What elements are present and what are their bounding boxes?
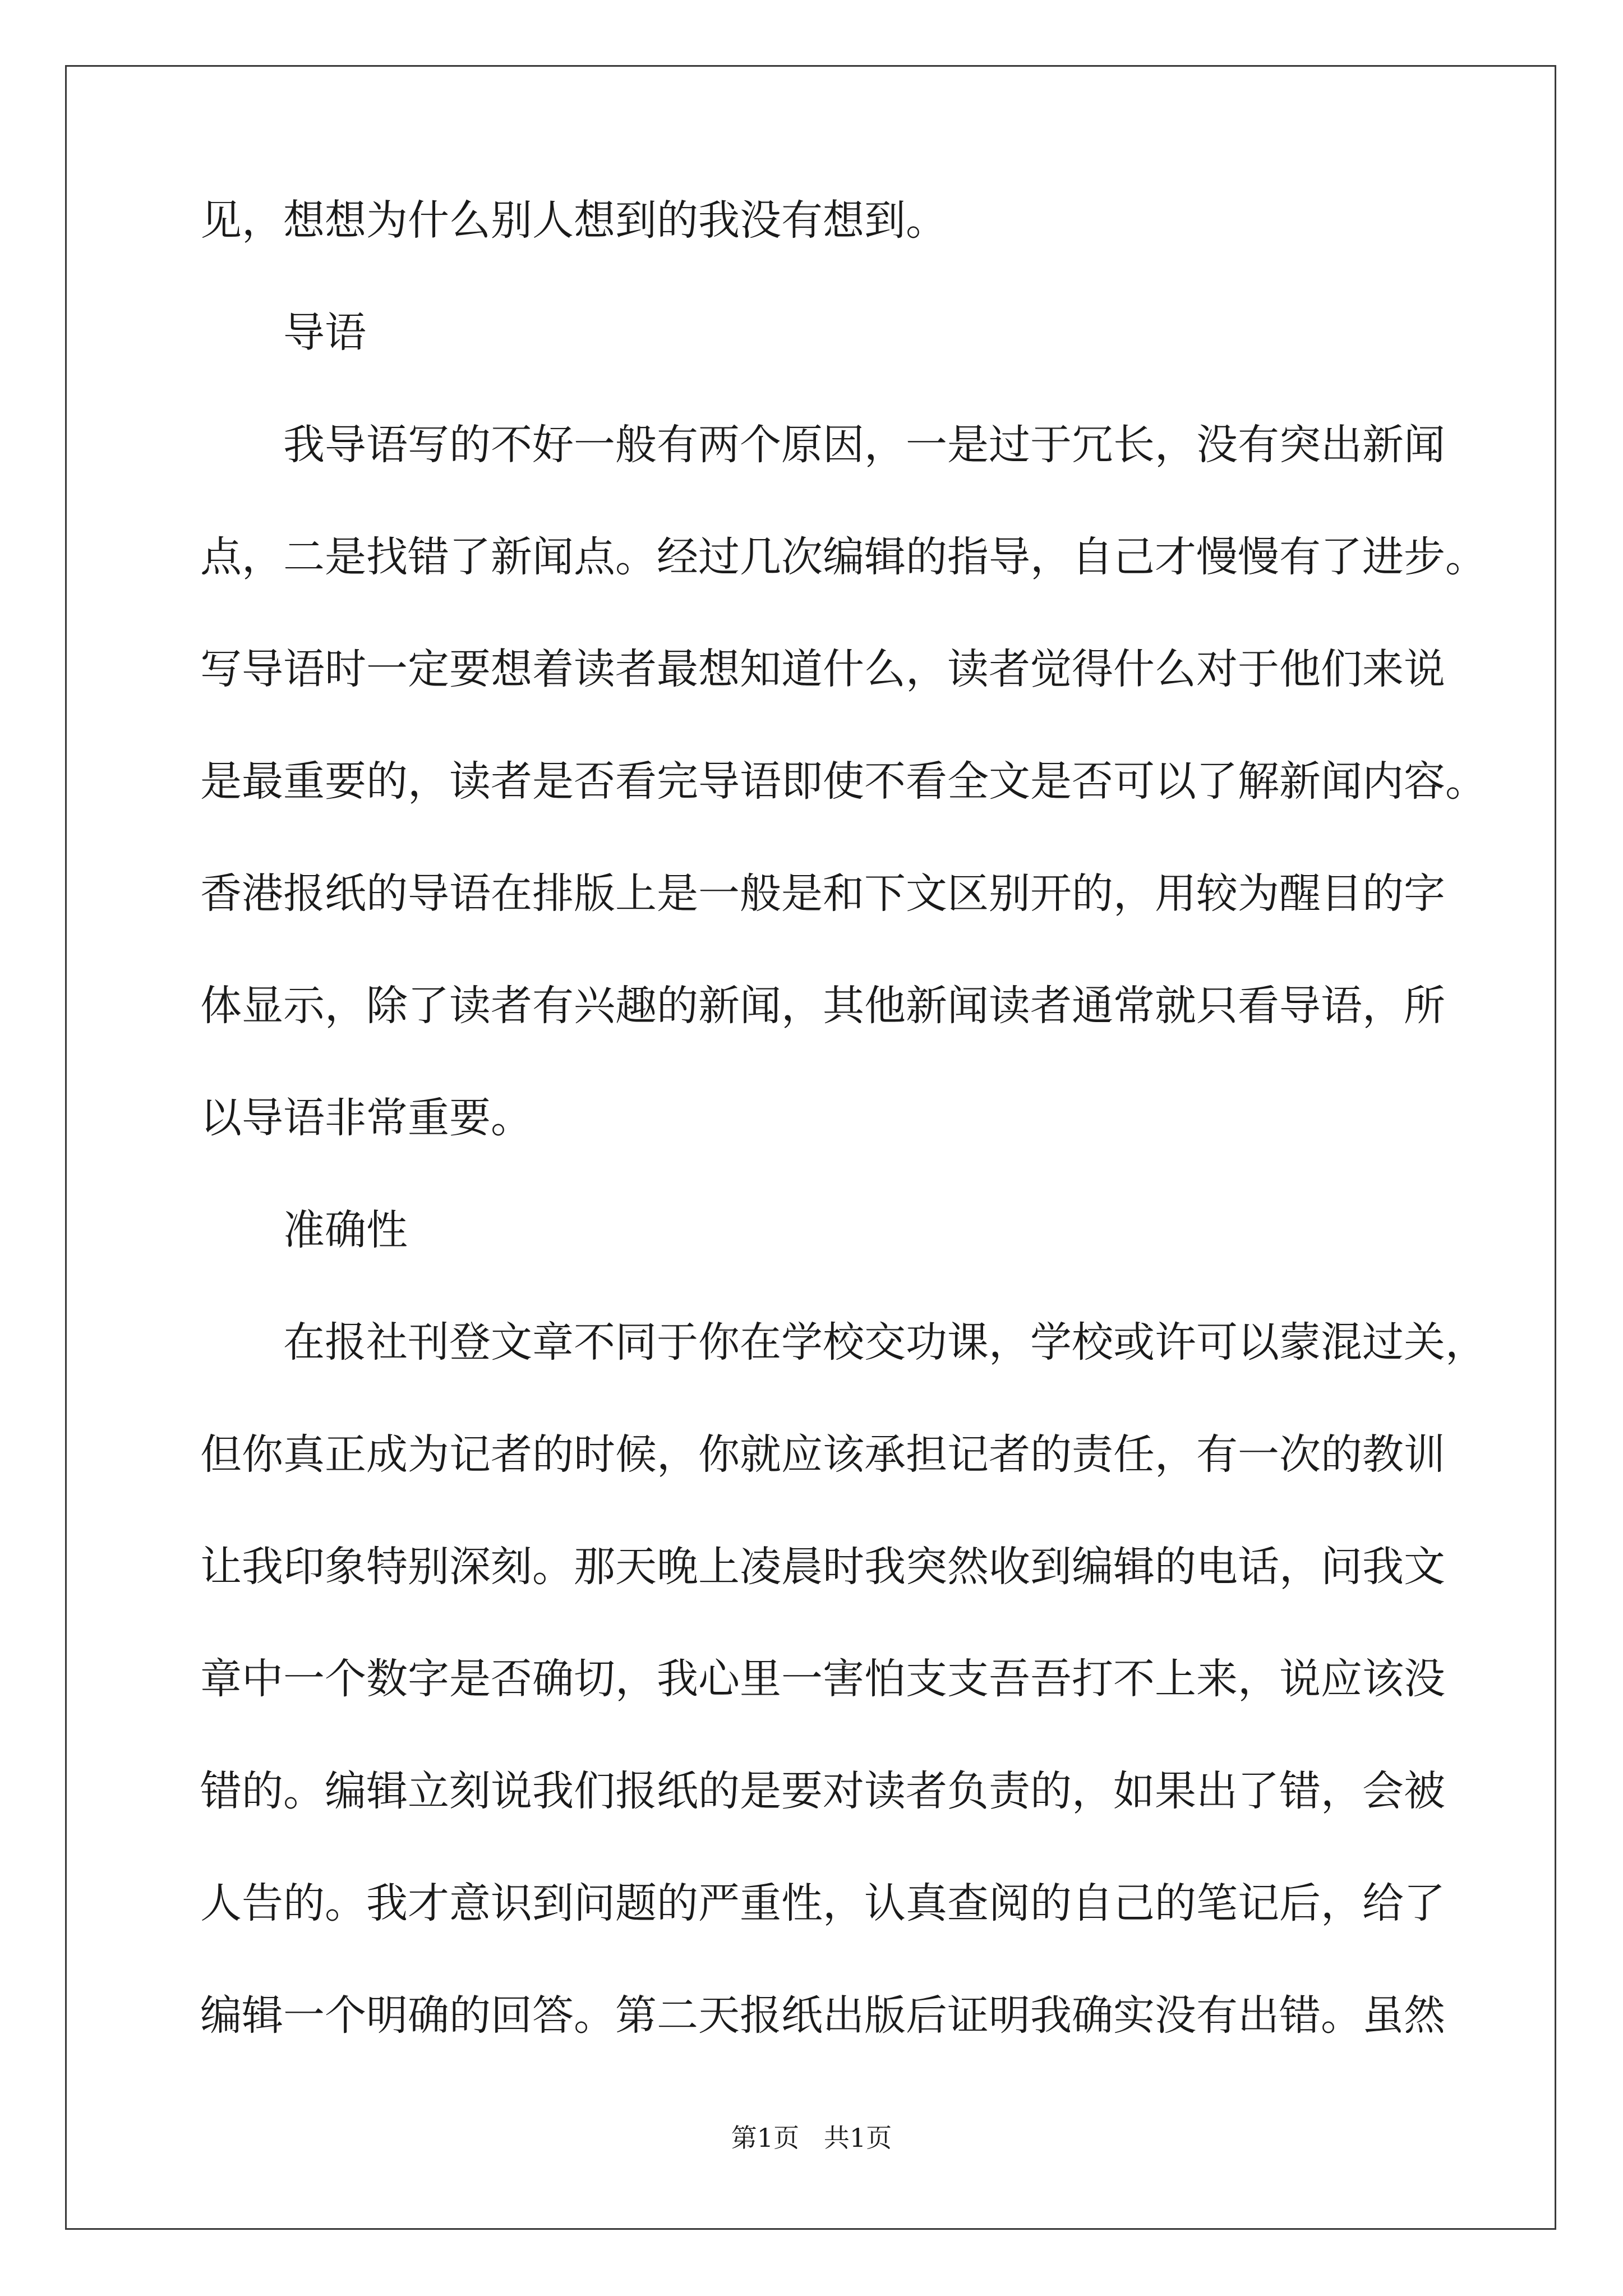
- text-line: 章中一个数字是否确切，我心里一害怕支支吾吾打不上来，说应该没: [200, 1655, 1445, 1703]
- text-line: 让我印象特别深刻。那天晚上凌晨时我突然收到编辑的电话，问我文: [200, 1543, 1445, 1591]
- text-line: 点，二是找错了新闻点。经过几次编辑的指导，自己才慢慢有了进步。: [200, 533, 1487, 581]
- text-line: 人告的。我才意识到问题的严重性，认真查阅的自己的笔记后，给了: [200, 1879, 1445, 1927]
- text-line: 编辑一个明确的回答。第二天报纸出版后证明我确实没有出错。虽然: [200, 1991, 1445, 2040]
- page-footer: 第1页 共1页: [731, 2123, 892, 2153]
- text-line: 写导语时一定要想着读者最想知道什么，读者觉得什么对于他们来说: [200, 645, 1445, 693]
- text-line: 体显示，除了读者有兴趣的新闻，其他新闻读者通常就只看导语，所: [200, 982, 1445, 1030]
- text-line: 在报社刊登文章不同于你在学校交功课，学校或许可以蒙混过关，: [283, 1318, 1487, 1366]
- section-heading: 导语: [283, 309, 366, 357]
- text-line: 香港报纸的导语在排版上是一般是和下文区别开的，用较为醒目的字: [200, 869, 1445, 918]
- text-line: 但你真正成为记者的时候，你就应该承担记者的责任，有一次的教训: [200, 1430, 1445, 1479]
- text-line: 以导语非常重要。: [200, 1094, 532, 1142]
- text-line: 见，想想为什么别人想到的我没有想到。: [200, 196, 947, 245]
- text-line: 是最重要的，读者是否看完导语即使不看全文是否可以了解新闻内容。: [200, 757, 1487, 806]
- text-line: 我导语写的不好一般有两个原因，一是过于冗长，没有突出新闻: [283, 421, 1445, 469]
- section-heading: 准确性: [283, 1206, 408, 1254]
- text-line: 错的。编辑立刻说我们报纸的是要对读者负责的，如果出了错，会被: [200, 1767, 1445, 1815]
